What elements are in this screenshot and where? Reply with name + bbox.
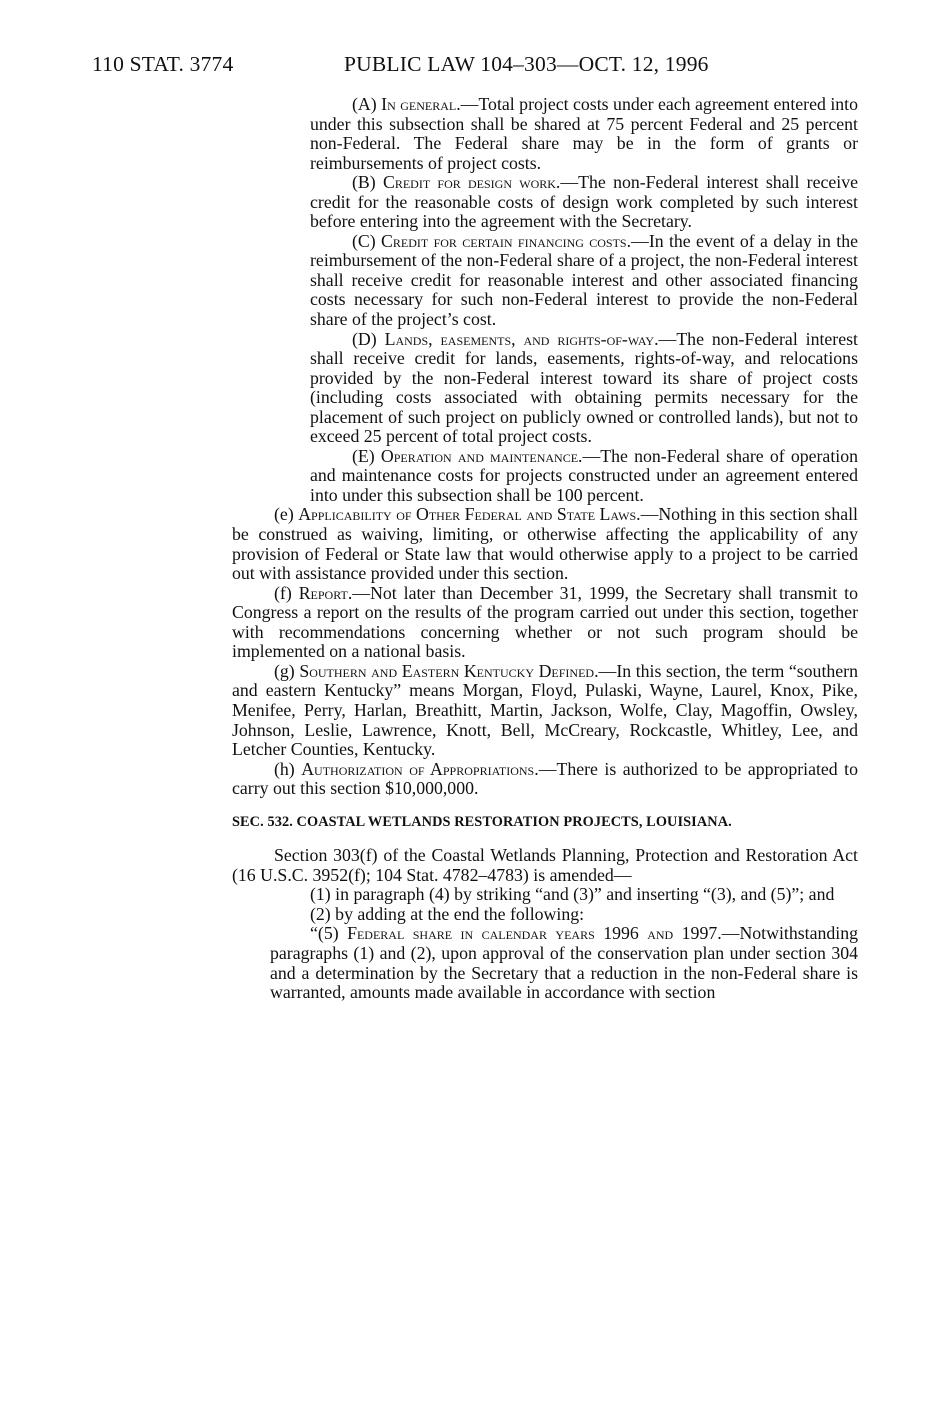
subparagraph-C: (C) Credit for certain financing costs.—In the event of a delay in the reimbursement of the non-Federal share of a project, the non-Federal interest shall receive credit for reasonable interest and other associated financing costs necessary for such non-Federal interest to provide the non-Federal share of the project’s cost. [310, 230, 859, 330]
subparagraph-D: (D) Lands, easements, and rights-of-way.—The non-Federal interest shall receive credit for lands, easements, rights-of-way, and relocations provided by the non-Federal interest toward its share of project costs (including costs associated with obtaining permits necessary for the placement of such project on publicly owned or controlled lands), but not to exceed 25 percent of total project costs. [310, 328, 858, 447]
subparagraph-B: (B) Credit for design work.—The non-Federal interest shall receive credit for the reasonable costs of design work completed by such interest before entering into the agreement with the Secretary. [310, 172, 858, 232]
subsection-e: (e) Applicability of Other Federal and State Laws.—Nothing in this section shall be construed as waiving, limiting, or otherwise affecting the applicability of any provision of Federal or State law that would otherwise apply to a project to be carried out with assistance provided under this section. [232, 504, 858, 584]
public-law-citation: PUBLIC LAW 104–303—OCT. 12, 1996 [344, 52, 709, 76]
stat-page-number: 110 STAT. 3774 [92, 52, 234, 76]
quoted-paragraph-5: “(5) Federal share in calendar years 1996 and 1997.—Notwithstanding paragraphs (1) and (2), upon approval of the conservation plan under section 304 and a determination by the Secretary that a reduction in the non-Federal share is warranted, amounts made available in accordance with section [270, 923, 858, 1003]
subparagraph-E: (E) Operation and maintenance.—The non-Federal share of operation and maintenance costs for projects constructed under an agreement entered into under this subsection shall be 100 percent. [310, 445, 858, 505]
subsection-h: (h) Authorization of Appropriations.—There is authorized to be appropriated to carry out this section $10,000,000. [232, 758, 859, 799]
subsection-g: (g) Southern and Eastern Kentucky Defined.—In this section, the term “southern and eastern Kentucky” means Morgan, Floyd, Pulaski, Wayne, Laurel, Knox, Pike, Menifee, Perry, Harlan, Breathitt, Martin, Jackson, Wolfe, Clay, Magoffin, Owsley, Johnson, Leslie, Lawrence, Knott, Bell, McCreary, Rockcastle, Whitley, Lee, and Letcher Counties, Kentucky. [232, 660, 858, 760]
amendment-1: (1) in paragraph (4) by striking “and (3)” and inserting “(3), and (5)”; and [310, 884, 835, 905]
amendment-2: (2) by adding at the end the following: [310, 903, 585, 924]
subsection-f: (f) Report.—Not later than December 31, 1999, the Secretary shall transmit to Congress a report on the results of the program carried out under this section, together with recommendations concerning whether or not such program should be implemented on a national basis. [232, 582, 858, 662]
section-intro: Section 303(f) of the Coastal Wetlands Planning, Protection and Restoration Act (16 U.S.C. 3952(f); 104 Stat. 4782–4783) is amended— [232, 845, 858, 885]
section-heading: SEC. 532. COASTAL WETLANDS RESTORATION PROJECTS, LOUISIANA. [232, 813, 732, 830]
subparagraph-A: (A) In general.—Total project costs under each agreement entered into under this subsection shall be shared at 75 percent Federal and 25 percent non-Federal. The Federal share may be in the form of grants or reimbursements of project costs. [310, 94, 858, 173]
document-body [232, 95, 858, 1003]
